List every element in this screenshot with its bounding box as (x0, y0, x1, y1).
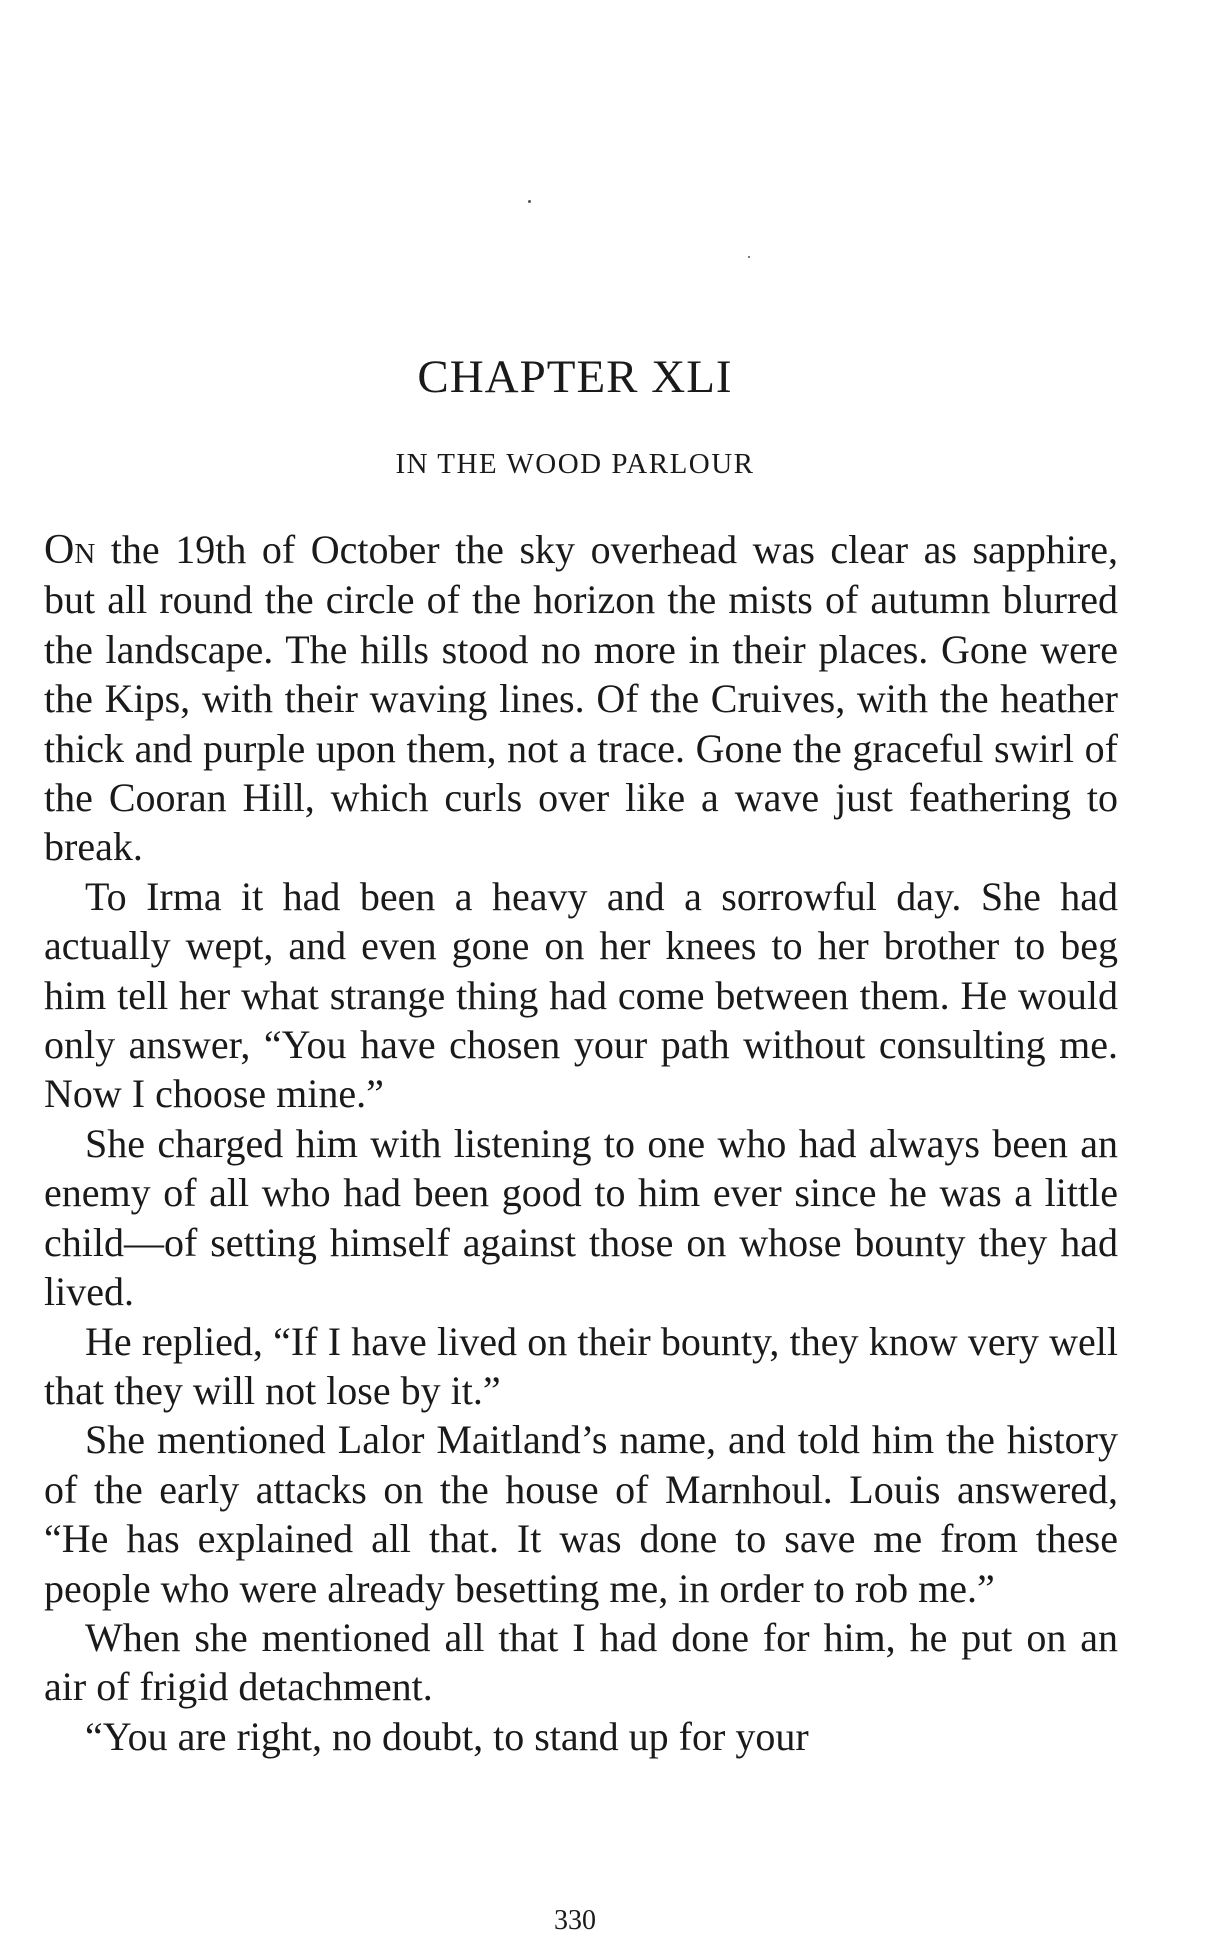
paragraph: To Irma it had been a heavy and a sorrowful day. She had actually wept, and even gone on her knees to her brother to beg him tell her what strange thing had come between them. He would only answer, “You have chosen your path without consulting me. Now I choose mine.” (44, 873, 1118, 1117)
paragraph-text: the 19th of October the sky overhead was clear as sapphire, but all round the circle of the horizon the mists of autumn blurred the landscape. The hills stood no more in their places. Gone were the Kips, with their waving lines. Of the Cruives, with the heather thick and purple upon them, not a trace. Gone the graceful swirl of the Cooran Hill, which curls over like a wave just feathering to break. (44, 527, 1118, 870)
paragraph: He replied, “If I have lived on their bounty, they know very well that they will not lose by it.” (44, 1318, 1118, 1413)
paragraph (44, 525, 1118, 872)
opening-word: On (44, 527, 96, 573)
paragraph: She charged him with listening to one who had always been an enemy of all who had been good to him ever since he was a little child—of setting himself against those on whose bounty they had lived. (44, 1120, 1118, 1315)
paper-speck (748, 256, 750, 258)
paragraph: “You are right, no doubt, to stand up for your (85, 1713, 809, 1759)
chapter-title: CHAPTER XLI (417, 351, 733, 403)
paper-speck (528, 200, 531, 203)
page-number: 330 (554, 1905, 596, 1936)
paragraph: When she mentioned all that I had done for him, he put on an air of frigid detachment. (44, 1614, 1118, 1710)
body-text (44, 525, 1118, 1761)
paragraph: She mentioned Lalor Maitland’s name, and told him the history of the early attacks on the house of Marnhoul. Louis answered, “He has explained all that. It was done to save me from these people who were already besetting me, in order to rob me.” (44, 1417, 1118, 1611)
chapter-subtitle: IN THE WOOD PARLOUR (395, 448, 755, 480)
